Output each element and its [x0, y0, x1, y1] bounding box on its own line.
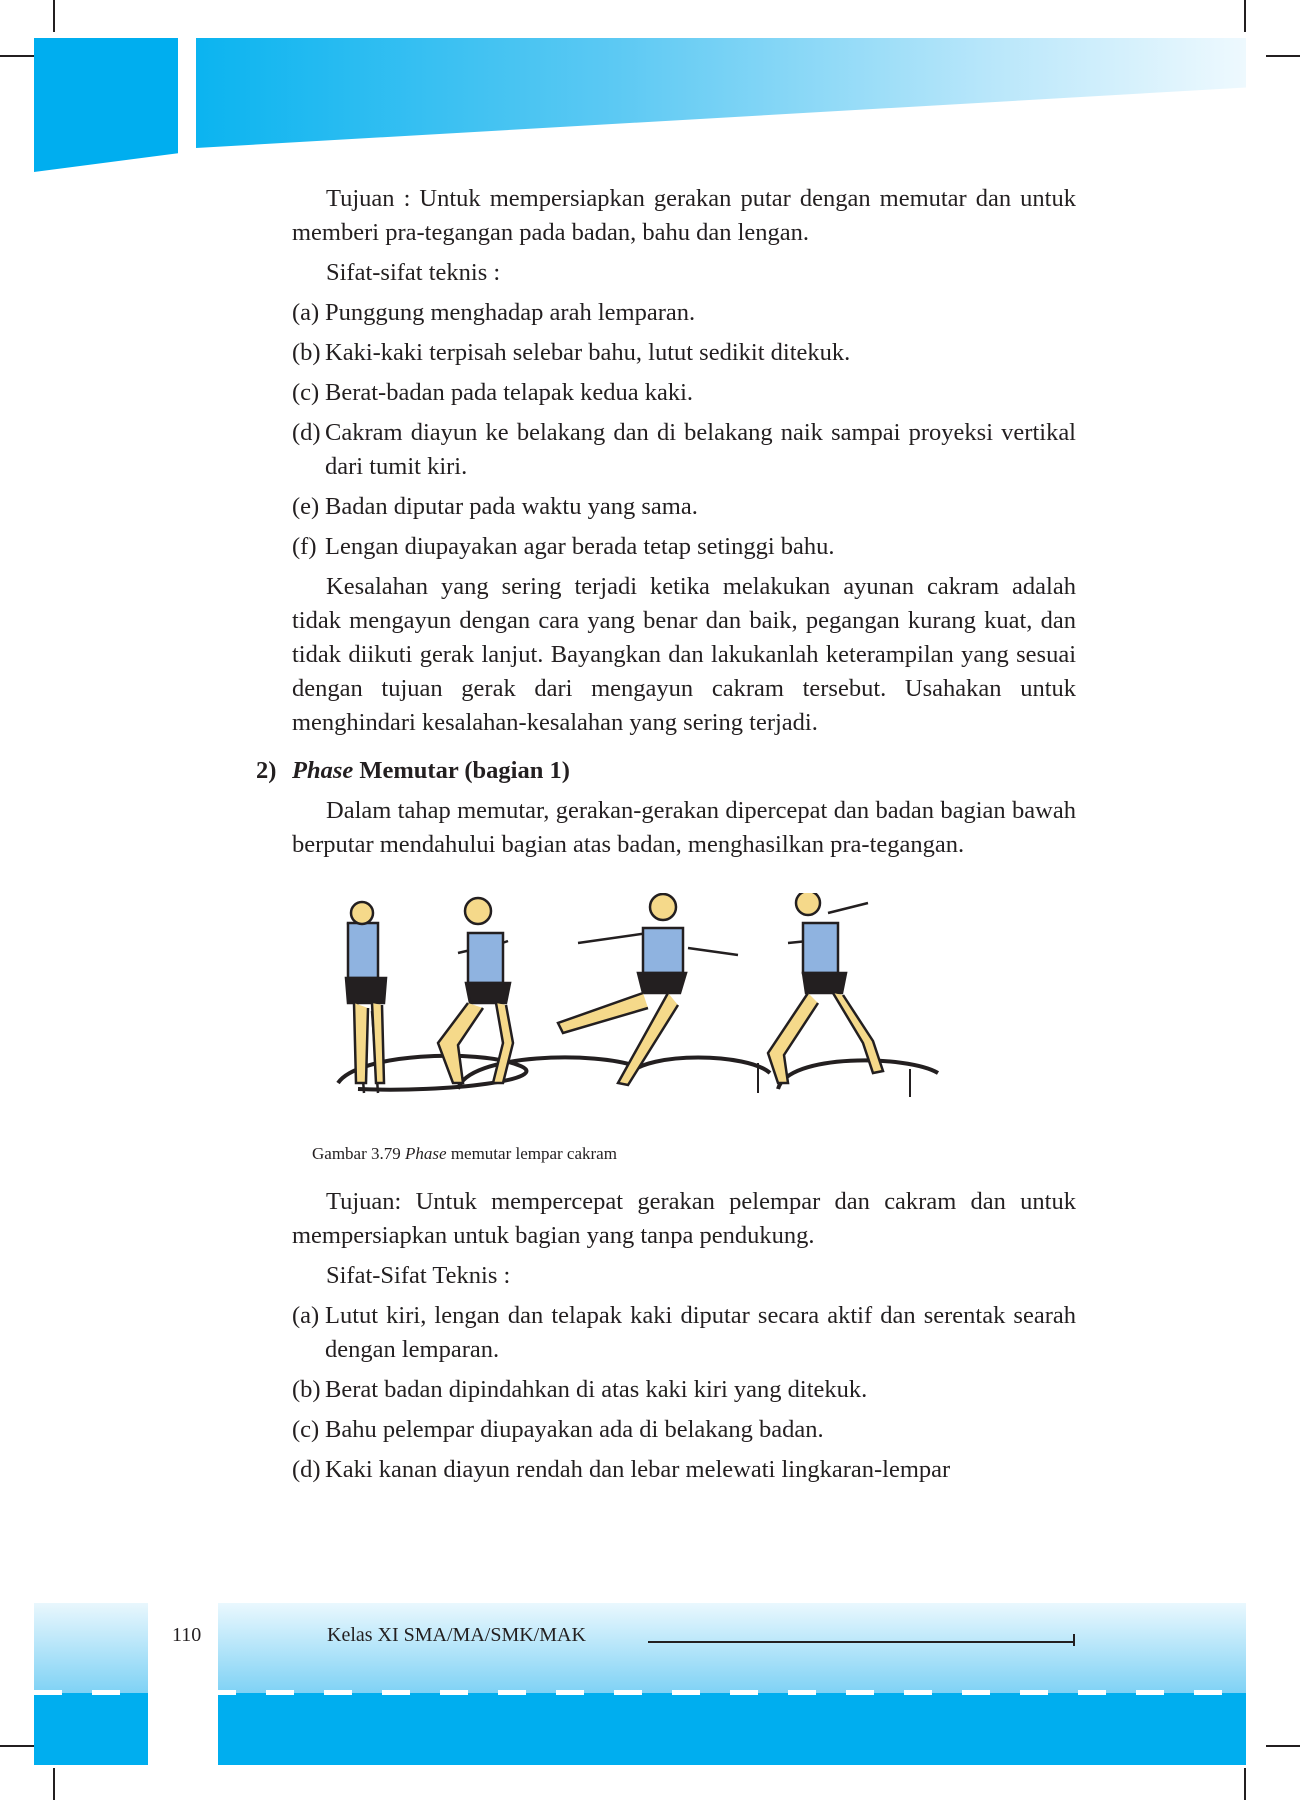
- page-body-lower: [292, 1185, 1076, 1487]
- athlete-figure: [346, 902, 386, 1093]
- list-item: (f) Lengan diupayakan agar berada tetap setinggi bahu.: [292, 533, 835, 560]
- throwing-circle-arc: [628, 1058, 770, 1076]
- footer-band: [218, 1693, 1246, 1765]
- list-item: (d) Cakram diayun ke belakang dan di belakang naik sampai proyeksi vertikal dari tumit kiri.: [292, 419, 1076, 480]
- paragraph-sifat-teknis-2: Sifat-Sifat Teknis :: [326, 1262, 511, 1289]
- paragraph-tujuan-1: Tujuan : Untuk mempersiapkan gerakan putar dengan memutar dan untuk memberi pra-tegangan pada badan, bahu dan lengan.: [292, 185, 1076, 246]
- footer-rule: [648, 1641, 1074, 1643]
- list-item: (e) Badan diputar pada waktu yang sama.: [292, 493, 698, 520]
- footer-left-panel: [34, 1603, 148, 1693]
- crop-mark: [1244, 1768, 1246, 1800]
- footer-left-band: [34, 1693, 148, 1765]
- paragraph-tahap-memutar: Dalam tahap memutar, gerakan-gerakan dipercepat dan badan bagian bawah berputar mendahului bagian atas badan, menghasilkan pra-tegangan.: [292, 797, 1076, 858]
- list-item: (a) Punggung menghadap arah lemparan.: [292, 299, 696, 326]
- paragraph-kesalahan: Kesalahan yang sering terjadi ketika melakukan ayunan cakram adalah tidak mengayun dengan cara yang benar dan baik, pegangan kurang kuat, dan tidak diikuti gerak lanjut. Bayangkan dan lakukanlah keterampilan yang sesuai dengan tujuan gerak dari mengayun cakram tersebut. Usahakan untuk menghindari kesalahan-kesalahan yang sering terjadi.: [292, 573, 1076, 736]
- crop-mark: [1244, 0, 1246, 32]
- list-item: (b) Kaki-kaki terpisah selebar bahu, lutut sedikit ditekuk.: [292, 339, 851, 366]
- athlete-figure: [768, 893, 883, 1083]
- crop-mark: [0, 1745, 34, 1747]
- page-number: 110: [172, 1624, 202, 1646]
- crop-mark: [1266, 1745, 1300, 1747]
- paragraph-sifat-teknis-1: Sifat-sifat teknis :: [326, 259, 501, 286]
- paragraph-tujuan-2: Tujuan: Untuk mempercepat gerakan pelempar dan cakram dan untuk mempersiapkan untuk bagian yang tanpa pendukung.: [292, 1188, 1076, 1249]
- section-heading: 2) Phase Memutar (bagian 1): [256, 757, 570, 784]
- footer-rule-end: [1073, 1634, 1075, 1646]
- discus-throw-illustration: [318, 893, 960, 1117]
- footer-panel: [218, 1603, 1246, 1693]
- list-item: (c) Berat-badan pada telapak kedua kaki.: [292, 379, 694, 406]
- crop-mark: [53, 1768, 55, 1800]
- header-banner: [196, 38, 1246, 148]
- crop-mark: [1266, 55, 1300, 57]
- list-sifat-teknis-2: [292, 1299, 1076, 1487]
- list-item: (d) Kaki kanan diayun rendah dan lebar melewati lingkaran-lempar: [292, 1456, 951, 1483]
- throwing-circle-arc: [778, 1060, 938, 1089]
- list-item: (a) Lutut kiri, lengan dan telapak kaki diputar secara aktif dan serentak searah dengan lemparan.: [292, 1302, 1076, 1363]
- running-title: Kelas XI SMA/MA/SMK/MAK: [327, 1624, 586, 1646]
- crop-mark: [0, 55, 34, 57]
- figure-caption: Gambar 3.79 Phase memutar lempar cakram: [312, 1144, 617, 1163]
- page-body: [256, 182, 1076, 862]
- crop-mark: [53, 0, 55, 32]
- header-block: [34, 38, 178, 172]
- footer-dashes: [34, 1690, 1246, 1695]
- list-sifat-teknis-1: [292, 296, 1076, 564]
- list-item: (b) Berat badan dipindahkan di atas kaki kiri yang ditekuk.: [292, 1376, 868, 1403]
- list-item: (c) Bahu pelempar diupayakan ada di belakang badan.: [292, 1416, 824, 1443]
